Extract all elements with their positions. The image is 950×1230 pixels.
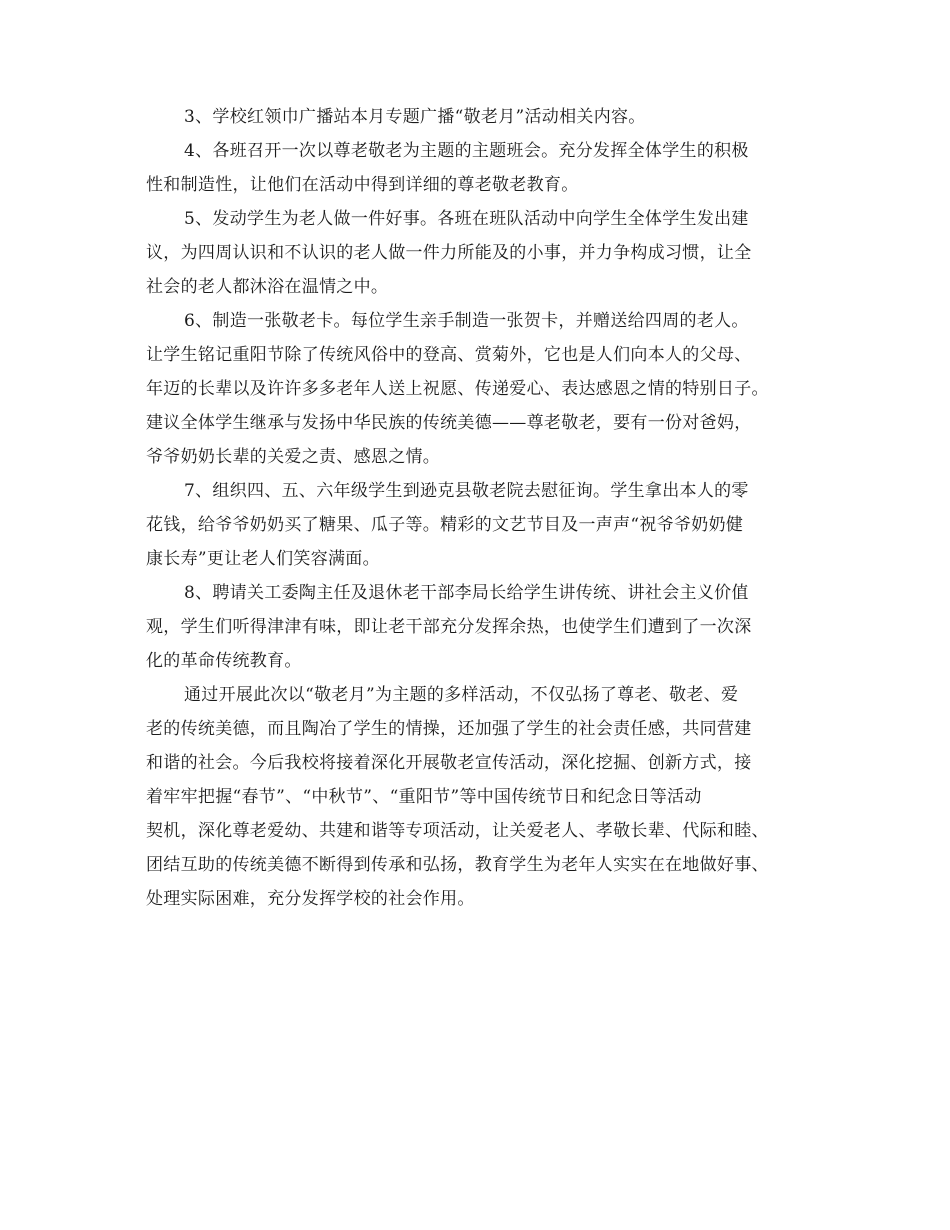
text-line: 年迈的长辈以及许许多多老年人送上祝愿、传递爱心、表达感恩之情的特别日子。 [146, 379, 769, 399]
text-line: 爷爷奶奶长辈的关爱之责、感恩之情。 [146, 447, 441, 467]
text-line: 3、学校红领巾广播站本月专题广播“敬老月”活动相关内容。 [184, 107, 646, 127]
text-line: 4、各班召开一次以尊老敬老为主题的主题班会。充分发挥全体学生的积极 [184, 141, 749, 161]
text-line: 性和制造性，让他们在活动中得到详细的尊老敬老教育。 [146, 175, 579, 195]
text-line: 7、组织四、五、六年级学生到逊克县敬老院去慰征询。学生拿出本人的零 [184, 481, 749, 501]
paragraph-item-5 [146, 202, 806, 304]
paragraph-item-6 [146, 304, 806, 474]
text-line: 老的传统美德，而且陶冶了学生的情操，还加强了学生的社会责任感，共同营建 [146, 719, 752, 739]
text-line: 通过开展此次以“敬老月”为主题的多样活动，不仅弘扬了尊老、敬老、爱 [184, 685, 739, 705]
text-line: 处理实际困难，充分发挥学校的社会作用。 [146, 889, 475, 909]
text-line: 议，为四周认识和不认识的老人做一件力所能及的小事，并力争构成习惯，让全 [146, 243, 752, 263]
paragraph-item-8 [146, 576, 806, 678]
text-line: 建议全体学生继承与发扬中华民族的传统美德——尊老敬老，要有一份对爸妈， [146, 413, 752, 433]
text-line: 5、发动学生为老人做一件好事。各班在班队活动中向学生全体学生发出建 [184, 209, 749, 229]
text-line: 团结互助的传统美德不断得到传承和弘扬，教育学生为老年人实实在在地做好事、 [146, 855, 769, 875]
paragraph-item-4 [146, 134, 806, 202]
text-line: 观，学生们听得津津有味，即让老干部充分发挥余热，也使学生们遭到了一次深 [146, 617, 752, 637]
document-body [146, 100, 806, 916]
text-line: 6、制造一张敬老卡。每位学生亲手制造一张贺卡，并赠送给四周的老人。 [184, 311, 749, 331]
text-line: 化的革命传统教育。 [146, 651, 302, 671]
text-line: 着牢牢把握“春节”、“中秋节”、“重阳节”等中国传统节日和纪念日等活动 [146, 787, 702, 807]
paragraph-item-3 [146, 100, 806, 134]
paragraph-item-7 [146, 474, 806, 576]
text-line: 社会的老人都沐浴在温情之中。 [146, 277, 389, 297]
text-line: 8、聘请关工委陶主任及退休老干部李局长给学生讲传统、讲社会主义价值 [184, 583, 749, 603]
text-line: 契机，深化尊老爱幼、共建和谐等专项活动，让关爱老人、孝敬长辈、代际和睦、 [146, 821, 769, 841]
paragraph-conclusion [146, 678, 806, 916]
text-line: 让学生铭记重阳节除了传统风俗中的登高、赏菊外，它也是人们向本人的父母、 [146, 345, 752, 365]
text-line: 和谐的社会。今后我校将接着深化开展敬老宣传活动，深化挖掘、创新方式，接 [146, 753, 752, 773]
text-line: 花钱，给爷爷奶奶买了糖果、瓜子等。精彩的文艺节目及一声声“祝爷爷奶奶健 [146, 515, 744, 535]
text-line: 康长寿”更让老人们笑容满面。 [146, 549, 380, 569]
